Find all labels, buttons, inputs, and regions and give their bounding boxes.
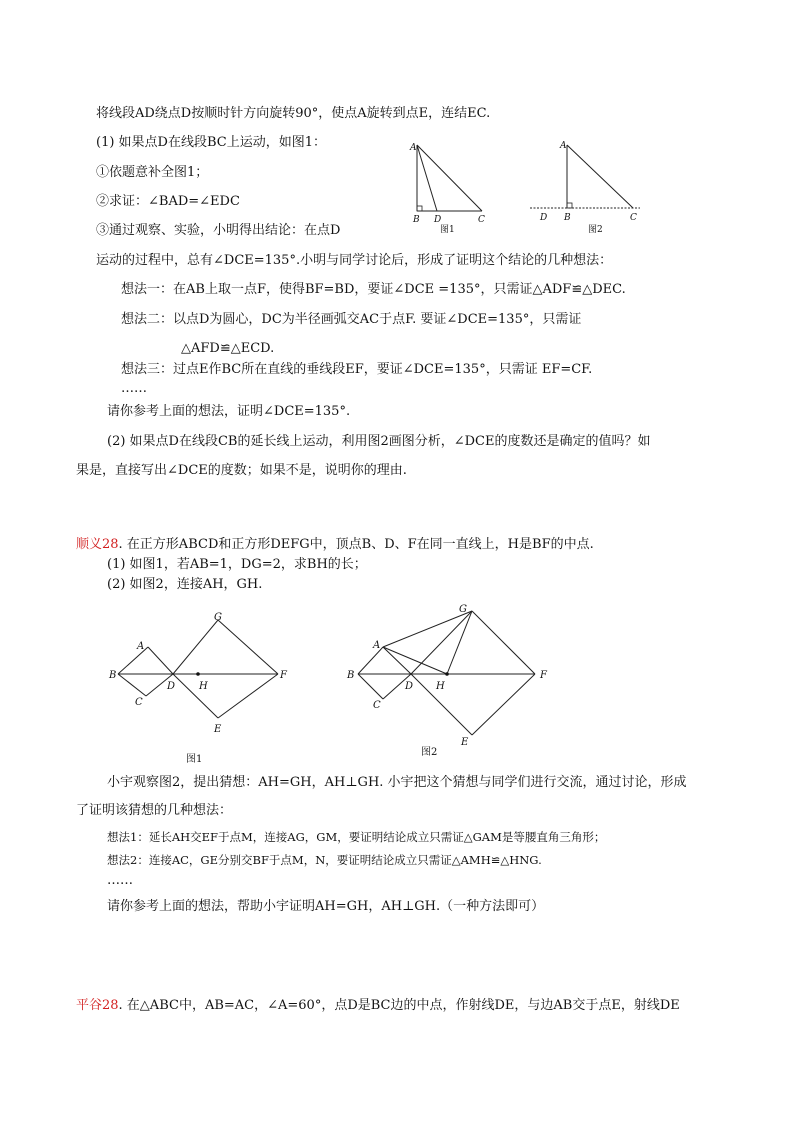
fig2-label-b: B <box>564 213 571 223</box>
p2f2-label-d: D <box>405 681 414 692</box>
p2-observation-cont: 了证明该猜想的几种想法： <box>76 803 233 818</box>
fig1-label-a: A <box>410 143 417 153</box>
p3-source-tag: 平谷28 <box>76 998 119 1013</box>
fig2-label-c: C <box>630 213 637 223</box>
p1-method3: 想法三：过点E作BC所在直线的垂线段EF，要证∠DCE=135°，只需证 EF=CF. <box>121 362 593 377</box>
fig1-label-b: B <box>413 215 420 225</box>
p2f1-label-b: B <box>109 670 117 681</box>
p1-q2-cont: 果是，直接写出∠DCE的度数；如果不是，说明你的理由. <box>76 463 407 478</box>
p3-header <box>76 997 680 1015</box>
p1-step2: ②求证：∠BAD=∠EDC <box>96 194 240 209</box>
p1-figures <box>400 130 650 240</box>
p2-ask: 请你参考上面的想法，帮助小宇证明AH=GH，AH⊥GH.（一种方法即可） <box>107 899 545 914</box>
p2f1-label-c: C <box>135 697 143 708</box>
p1-step3: ③通过观察、实验，小明得出结论：在点D <box>96 223 341 238</box>
p1-step1: ①依题意补全图1； <box>96 165 209 180</box>
p2f1-label-a: A <box>137 641 145 652</box>
fig1-label-c: C <box>478 215 485 225</box>
p1-figure-1 <box>409 143 485 235</box>
p1-ask: 请你参考上面的想法，证明∠DCE=135°. <box>107 404 351 419</box>
p2-figure-2 <box>346 604 548 758</box>
p2-observation: 小宇观察图2，提出猜想：AH=GH，AH⊥GH. 小宇把这个猜想与同学们进行交流，通过讨论，形成 <box>107 775 687 790</box>
p2-source-tag: 顺义28 <box>76 537 119 552</box>
fig1-caption: 图1 <box>440 225 455 235</box>
p2f2-label-g: G <box>459 604 467 615</box>
p1-figure-2 <box>530 141 640 235</box>
p1-step3-cont: 运动的过程中，总有∠DCE=135°.小明与同学讨论后，形成了证明这个结论的几种想法： <box>96 253 613 268</box>
p1-q1: (1) 如果点D在线段BC上运动，如图1： <box>96 135 326 150</box>
p2-ellipsis: …… <box>107 873 133 888</box>
p2-item2: (2) 如图2，连接AH，GH. <box>107 577 263 592</box>
p2f1-caption: 图1 <box>186 754 203 765</box>
p2f1-label-g: G <box>214 612 222 623</box>
fig2-label-d: D <box>540 213 548 223</box>
p2-header <box>76 536 594 554</box>
p2f2-label-f: F <box>540 670 547 681</box>
p3-statement: . 在△ABC中，AB=AC，∠A=60°，点D是BC边的中点，作射线DE，与边AB交于点E，射线DE <box>118 998 680 1013</box>
p2-figures <box>100 600 570 770</box>
p1-q2: (2) 如果点D在线段CB的延长线上运动，利用图2画图分析，∠DCE的度数还是确定的值吗？如 <box>107 434 651 449</box>
p1-ellipsis: …… <box>121 381 147 396</box>
p2f1-label-d: D <box>167 681 176 692</box>
p1-method2: 想法二：以点D为圆心，DC为半径画弧交AC于点F. 要证∠DCE=135°，只需证 <box>121 312 582 327</box>
p1-method1: 想法一：在AB上取一点F，使得BF=BD，要证∠DCE =135°，只需证△ADF≌△DEC. <box>121 282 626 297</box>
p2f2-label-e: E <box>461 737 469 748</box>
p2f2-label-h: H <box>436 681 445 692</box>
p2f1-label-f: F <box>280 670 287 681</box>
p2f2-caption: 图2 <box>421 747 438 758</box>
p2f1-label-e: E <box>214 724 222 735</box>
p2f2-label-b: B <box>347 670 355 681</box>
p1-intro: 将线段AD绕点D按顺时针方向旋转90°，使点A旋转到点E，连结EC. <box>96 106 491 121</box>
p2f2-label-c: C <box>373 700 381 711</box>
fig1-label-d: D <box>434 215 442 225</box>
p2-item1: (1) 如图1，若AB=1，DG=2，求BH的长； <box>107 557 367 572</box>
p2f1-label-h: H <box>199 681 208 692</box>
fig2-label-a: A <box>560 141 567 151</box>
p2-method1: 想法1：延长AH交EF于点M，连接AG，GM，要证明结论成立只需证△GAM是等腰直角三角形； <box>107 830 606 844</box>
fig2-caption: 图2 <box>588 225 603 235</box>
p2-statement: . 在正方形ABCD和正方形DEFG中，顶点B、D、F在同一直线上，H是BF的中点. <box>118 537 594 552</box>
p2f2-label-a: A <box>373 640 381 651</box>
p2-method2: 想法2：连接AC，GE分别交BF于点M，N，要证明结论成立只需证△AMH≌△HNG. <box>107 853 542 867</box>
p1-method2-cont: △AFD≌△ECD. <box>181 341 275 356</box>
p2-figure-1 <box>108 612 288 765</box>
